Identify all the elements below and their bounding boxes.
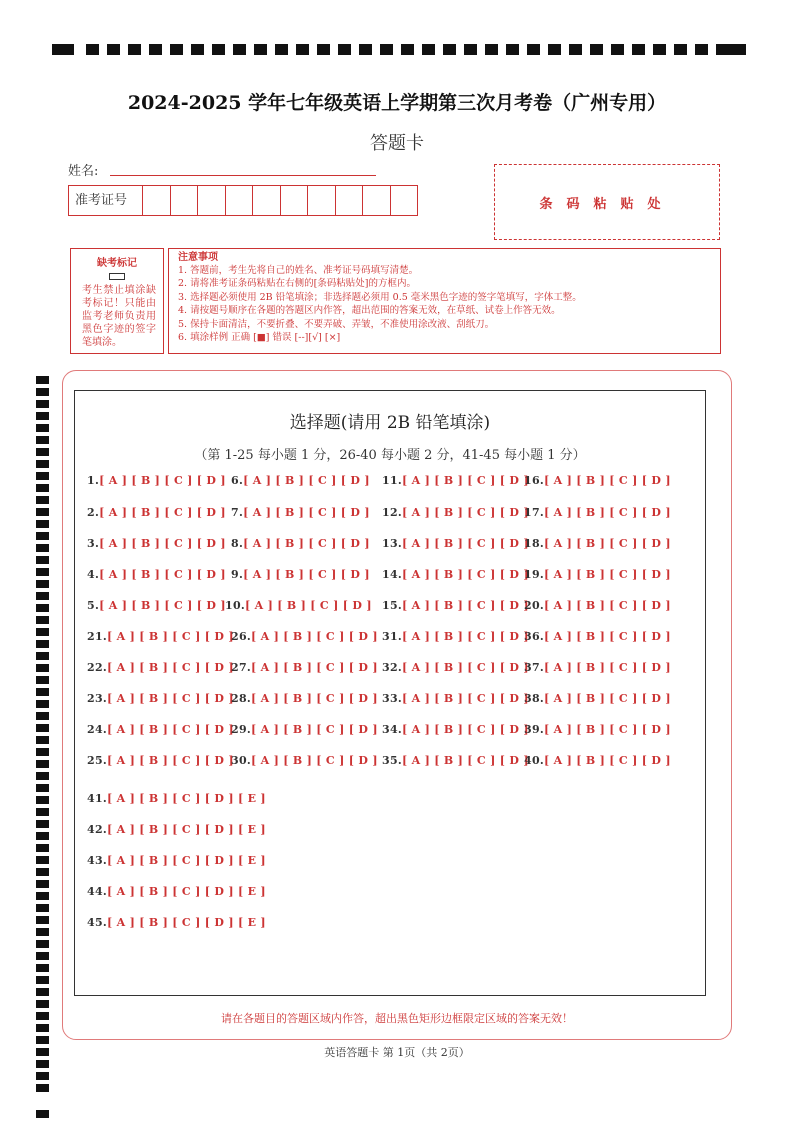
timing-mark bbox=[36, 1036, 49, 1044]
timing-mark bbox=[653, 44, 666, 55]
answer-options[interactable]: [ A ] [ B ] [ C ] [ D ] bbox=[99, 474, 226, 487]
answer-options[interactable]: [ A ] [ B ] [ C ] [ D ] bbox=[245, 599, 372, 612]
section-subtitle: （第 1-25 每小题 1 分，26-40 每小题 2 分，41-45 每小题 1 分） bbox=[194, 448, 586, 463]
timing-mark bbox=[170, 44, 183, 55]
answer-options[interactable]: [ A ] [ B ] [ C ] [ D ] [ E ] bbox=[107, 823, 266, 836]
question-number: 31. bbox=[382, 630, 403, 643]
ticket-number-grid bbox=[68, 185, 418, 216]
question-row[interactable] bbox=[382, 474, 529, 487]
answer-options[interactable]: [ A ] [ B ] [ C ] [ D ] bbox=[544, 568, 671, 581]
timing-mark bbox=[36, 1072, 49, 1080]
notice-item: 4. 请按题号顺序在各题的答题区内作答，超出范围的答案无效，在草纸、试卷上作答无效。 bbox=[178, 305, 561, 317]
timing-mark bbox=[36, 520, 49, 528]
answer-options[interactable]: [ A ] [ B ] [ C ] [ D ] bbox=[107, 661, 234, 674]
timing-mark bbox=[36, 940, 49, 948]
timing-mark bbox=[128, 44, 141, 55]
question-row[interactable] bbox=[87, 916, 266, 929]
answer-options[interactable]: [ A ] [ B ] [ C ] [ D ] bbox=[402, 754, 529, 767]
question-number: 15. bbox=[382, 599, 403, 612]
question-row[interactable] bbox=[382, 568, 529, 581]
question-row[interactable] bbox=[87, 630, 234, 643]
answer-options[interactable]: [ A ] [ B ] [ C ] [ D ] bbox=[402, 568, 529, 581]
name-field[interactable] bbox=[110, 175, 376, 176]
question-number: 13. bbox=[382, 537, 403, 550]
question-number: 30. bbox=[231, 754, 252, 767]
question-row[interactable] bbox=[231, 754, 378, 767]
section-title: 选择题(请用 2B 铅笔填涂) bbox=[289, 413, 491, 433]
notice-item: 3. 选择题必须使用 2B 铅笔填涂；非选择题必须用 0.5 毫米黑色字迹的签字笔填写，字体工整。 bbox=[178, 291, 582, 303]
question-number: 21. bbox=[87, 630, 108, 643]
timing-mark bbox=[86, 44, 99, 55]
answer-options[interactable]: [ A ] [ B ] [ C ] [ D ] bbox=[251, 630, 378, 643]
ticket-digit-cell[interactable] bbox=[281, 186, 309, 215]
question-number: 44. bbox=[87, 885, 108, 898]
notice-item: 2. 请将准考证条码粘贴在右侧的[条码粘贴处]的方框内。 bbox=[178, 278, 416, 290]
question-number: 11. bbox=[382, 474, 403, 487]
question-row[interactable] bbox=[87, 692, 234, 705]
timing-mark bbox=[36, 1012, 49, 1020]
timing-mark bbox=[36, 400, 49, 408]
timing-mark bbox=[422, 44, 435, 55]
question-number: 22. bbox=[87, 661, 108, 674]
question-number: 34. bbox=[382, 723, 403, 736]
timing-mark bbox=[36, 712, 49, 720]
timing-mark bbox=[527, 44, 540, 55]
question-number: 12. bbox=[382, 506, 403, 519]
question-row[interactable] bbox=[87, 568, 226, 581]
question-row[interactable] bbox=[231, 661, 378, 674]
timing-mark bbox=[36, 844, 49, 852]
timing-mark bbox=[36, 964, 49, 972]
question-row[interactable] bbox=[87, 474, 226, 487]
answer-options[interactable]: [ A ] [ B ] [ C ] [ D ] bbox=[243, 506, 370, 519]
notice-item: 6. 填涂样例 正确 [■] 错误 [--][√] [×] bbox=[178, 332, 341, 344]
question-row[interactable] bbox=[231, 723, 378, 736]
name-label: 姓名: bbox=[68, 164, 99, 179]
question-number: 9. bbox=[231, 568, 244, 581]
timing-mark bbox=[674, 44, 687, 55]
answer-options[interactable]: [ A ] [ B ] [ C ] [ D ] bbox=[402, 599, 529, 612]
timing-mark bbox=[36, 724, 49, 732]
question-number: 20. bbox=[524, 599, 545, 612]
timing-mark bbox=[36, 976, 49, 984]
timing-mark bbox=[36, 616, 49, 624]
question-row[interactable] bbox=[524, 692, 671, 705]
absent-mark-text: 考生禁止填涂缺考标记！只能由监考老师负责用黑色字迹的签字笔填涂。 bbox=[82, 285, 156, 348]
timing-mark bbox=[36, 808, 49, 816]
question-row[interactable] bbox=[382, 754, 529, 767]
answer-options[interactable]: [ A ] [ B ] [ C ] [ D ] bbox=[544, 723, 671, 736]
answer-options[interactable]: [ A ] [ B ] [ C ] [ D ] bbox=[544, 537, 671, 550]
timing-mark bbox=[36, 1110, 49, 1118]
page-number: 英语答题卡 第 1页（共 2页） bbox=[324, 1046, 470, 1059]
question-number: 8. bbox=[231, 537, 244, 550]
question-number: 37. bbox=[524, 661, 545, 674]
timing-mark bbox=[149, 44, 162, 55]
timing-mark bbox=[191, 44, 204, 55]
timing-mark bbox=[36, 556, 49, 564]
question-row[interactable] bbox=[524, 661, 671, 674]
timing-mark bbox=[36, 508, 49, 516]
question-row[interactable] bbox=[231, 692, 378, 705]
timing-mark bbox=[464, 44, 477, 55]
answer-options[interactable]: [ A ] [ B ] [ C ] [ D ] bbox=[99, 568, 226, 581]
question-number: 45. bbox=[87, 916, 108, 929]
timing-mark bbox=[36, 856, 49, 864]
answer-options[interactable]: [ A ] [ B ] [ C ] [ D ] bbox=[99, 599, 226, 612]
timing-mark bbox=[36, 760, 49, 768]
timing-mark bbox=[36, 916, 49, 924]
ticket-digit-cell[interactable] bbox=[171, 186, 199, 215]
notice-item: 5. 保持卡面清洁，不要折叠、不要弄破、弄皱，不准使用涂改液、刮纸刀。 bbox=[178, 318, 495, 330]
answer-options[interactable]: [ A ] [ B ] [ C ] [ D ] bbox=[544, 661, 671, 674]
timing-mark bbox=[36, 688, 49, 696]
question-row[interactable] bbox=[87, 723, 234, 736]
timing-mark bbox=[36, 988, 49, 996]
question-number: 27. bbox=[231, 661, 252, 674]
ticket-digit-cell[interactable] bbox=[198, 186, 226, 215]
timing-mark bbox=[36, 424, 49, 432]
timing-mark bbox=[36, 412, 49, 420]
question-number: 32. bbox=[382, 661, 403, 674]
answer-options[interactable]: [ A ] [ B ] [ C ] [ D ] bbox=[544, 692, 671, 705]
question-number: 24. bbox=[87, 723, 108, 736]
timing-mark bbox=[569, 44, 582, 55]
timing-mark bbox=[506, 44, 519, 55]
absent-mark-checkbox[interactable] bbox=[109, 273, 125, 280]
timing-mark bbox=[36, 496, 49, 504]
timing-mark bbox=[212, 44, 225, 55]
timing-mark bbox=[724, 44, 746, 55]
ticket-digit-cell[interactable] bbox=[143, 186, 171, 215]
timing-mark bbox=[36, 880, 49, 888]
answer-options[interactable]: [ A ] [ B ] [ C ] [ D ] bbox=[243, 474, 370, 487]
question-row[interactable] bbox=[231, 474, 370, 487]
timing-mark bbox=[36, 784, 49, 792]
question-row[interactable] bbox=[231, 568, 370, 581]
answer-options[interactable]: [ A ] [ B ] [ C ] [ D ] bbox=[107, 692, 234, 705]
question-row[interactable] bbox=[382, 630, 529, 643]
question-row[interactable] bbox=[87, 754, 234, 767]
question-row[interactable] bbox=[87, 854, 266, 867]
timing-mark bbox=[695, 44, 708, 55]
answer-options[interactable]: [ A ] [ B ] [ C ] [ D ] bbox=[402, 506, 529, 519]
answer-options[interactable]: [ A ] [ B ] [ C ] [ D ] bbox=[243, 568, 370, 581]
question-row[interactable] bbox=[87, 792, 266, 805]
notice-box bbox=[168, 248, 721, 354]
question-row[interactable] bbox=[87, 823, 266, 836]
question-row[interactable] bbox=[87, 506, 226, 519]
question-row[interactable] bbox=[524, 568, 671, 581]
answer-options[interactable]: [ A ] [ B ] [ C ] [ D ] bbox=[251, 692, 378, 705]
answer-options[interactable]: [ A ] [ B ] [ C ] [ D ] bbox=[544, 630, 671, 643]
question-number: 33. bbox=[382, 692, 403, 705]
timing-mark bbox=[36, 568, 49, 576]
question-row[interactable] bbox=[382, 537, 529, 550]
question-number: 17. bbox=[524, 506, 545, 519]
timing-mark bbox=[380, 44, 393, 55]
timing-mark bbox=[36, 892, 49, 900]
question-number: 26. bbox=[231, 630, 252, 643]
answer-options[interactable]: [ A ] [ B ] [ C ] [ D ] bbox=[402, 630, 529, 643]
question-row[interactable] bbox=[524, 754, 671, 767]
timing-mark bbox=[36, 1024, 49, 1032]
ticket-digit-cell[interactable] bbox=[253, 186, 281, 215]
boundary-warning: 请在各题目的答题区域内作答，超出黑色矩形边框限定区域的答案无效！ bbox=[221, 1012, 573, 1025]
timing-mark bbox=[36, 952, 49, 960]
ticket-digit-cell[interactable] bbox=[226, 186, 254, 215]
exam-title: 2024-2025 学年七年级英语上学期第三次月考卷（广州专用） bbox=[127, 92, 667, 114]
question-number: 29. bbox=[231, 723, 252, 736]
timing-mark bbox=[36, 832, 49, 840]
answer-options[interactable]: [ A ] [ B ] [ C ] [ D ] bbox=[402, 537, 529, 550]
timing-mark bbox=[36, 460, 49, 468]
answer-options[interactable]: [ A ] [ B ] [ C ] [ D ] bbox=[99, 537, 226, 550]
timing-mark bbox=[36, 700, 49, 708]
question-number: 7. bbox=[231, 506, 244, 519]
timing-mark bbox=[338, 44, 351, 55]
top-timing-marks bbox=[52, 44, 746, 56]
ticket-digit-cell[interactable] bbox=[308, 186, 336, 215]
question-number: 5. bbox=[87, 599, 100, 612]
answer-options[interactable]: [ A ] [ B ] [ C ] [ D ] bbox=[544, 754, 671, 767]
timing-mark bbox=[359, 44, 372, 55]
timing-mark bbox=[36, 436, 49, 444]
timing-mark bbox=[401, 44, 414, 55]
timing-mark bbox=[36, 472, 49, 480]
timing-mark bbox=[36, 532, 49, 540]
timing-mark bbox=[36, 664, 49, 672]
timing-mark bbox=[36, 388, 49, 396]
timing-mark bbox=[443, 44, 456, 55]
timing-mark bbox=[36, 868, 49, 876]
question-number: 19. bbox=[524, 568, 545, 581]
question-number: 38. bbox=[524, 692, 545, 705]
timing-mark bbox=[36, 676, 49, 684]
question-row[interactable] bbox=[231, 537, 370, 550]
timing-mark bbox=[233, 44, 246, 55]
timing-mark bbox=[254, 44, 267, 55]
answer-options[interactable]: [ A ] [ B ] [ C ] [ D ] bbox=[544, 599, 671, 612]
question-number: 18. bbox=[524, 537, 545, 550]
answer-options[interactable]: [ A ] [ B ] [ C ] [ D ] [ E ] bbox=[107, 885, 266, 898]
timing-mark bbox=[548, 44, 561, 55]
timing-mark bbox=[36, 544, 49, 552]
answer-options[interactable]: [ A ] [ B ] [ C ] [ D ] bbox=[107, 630, 234, 643]
timing-mark bbox=[632, 44, 645, 55]
timing-mark bbox=[36, 640, 49, 648]
timing-mark bbox=[36, 376, 49, 384]
question-number: 25. bbox=[87, 754, 108, 767]
answer-options[interactable]: [ A ] [ B ] [ C ] [ D ] bbox=[402, 661, 529, 674]
question-row[interactable] bbox=[231, 630, 378, 643]
question-number: 3. bbox=[87, 537, 100, 550]
question-number: 10. bbox=[225, 599, 246, 612]
question-number: 6. bbox=[231, 474, 244, 487]
ticket-digit-cell[interactable] bbox=[391, 186, 418, 215]
ticket-number-label: 准考证号 bbox=[69, 186, 143, 215]
question-row[interactable] bbox=[524, 599, 671, 612]
answer-options[interactable]: [ A ] [ B ] [ C ] [ D ] bbox=[107, 754, 234, 767]
question-row[interactable] bbox=[87, 885, 266, 898]
timing-mark bbox=[36, 748, 49, 756]
timing-mark bbox=[296, 44, 309, 55]
timing-mark bbox=[36, 484, 49, 492]
ticket-digit-cell[interactable] bbox=[336, 186, 364, 215]
question-row[interactable] bbox=[524, 537, 671, 550]
timing-mark bbox=[36, 580, 49, 588]
question-row[interactable] bbox=[382, 692, 529, 705]
question-number: 28. bbox=[231, 692, 252, 705]
answer-options[interactable]: [ A ] [ B ] [ C ] [ D ] [ E ] bbox=[107, 792, 266, 805]
question-number: 14. bbox=[382, 568, 403, 581]
answer-options[interactable]: [ A ] [ B ] [ C ] [ D ] bbox=[99, 506, 226, 519]
timing-mark bbox=[36, 448, 49, 456]
question-row[interactable] bbox=[87, 599, 226, 612]
question-number: 39. bbox=[524, 723, 545, 736]
answer-options[interactable]: [ A ] [ B ] [ C ] [ D ] bbox=[251, 723, 378, 736]
absent-mark-box bbox=[70, 248, 164, 354]
question-row[interactable] bbox=[524, 630, 671, 643]
answer-options[interactable]: [ A ] [ B ] [ C ] [ D ] bbox=[402, 474, 529, 487]
question-row[interactable] bbox=[382, 506, 529, 519]
answer-options[interactable]: [ A ] [ B ] [ C ] [ D ] bbox=[544, 506, 671, 519]
timing-mark bbox=[36, 1060, 49, 1068]
timing-mark bbox=[36, 928, 49, 936]
answer-options[interactable]: [ A ] [ B ] [ C ] [ D ] bbox=[107, 723, 234, 736]
answer-sheet-title: 答题卡 bbox=[370, 133, 424, 154]
question-row[interactable] bbox=[524, 506, 671, 519]
timing-mark bbox=[36, 820, 49, 828]
answer-options[interactable]: [ A ] [ B ] [ C ] [ D ] [ E ] bbox=[107, 854, 266, 867]
timing-mark bbox=[36, 736, 49, 744]
notice-title: 注意事项 bbox=[178, 252, 218, 263]
timing-mark bbox=[36, 772, 49, 780]
answer-options[interactable]: [ A ] [ B ] [ C ] [ D ] bbox=[251, 661, 378, 674]
timing-mark bbox=[107, 44, 120, 55]
question-row[interactable] bbox=[87, 537, 226, 550]
notice-item: 1. 答题前，考生先将自己的姓名、准考证号码填写清楚。 bbox=[178, 265, 419, 276]
question-number: 1. bbox=[87, 474, 100, 487]
barcode-area bbox=[494, 164, 720, 240]
question-row[interactable] bbox=[382, 723, 529, 736]
question-row[interactable] bbox=[225, 599, 372, 612]
timing-mark bbox=[36, 796, 49, 804]
answer-options[interactable]: [ A ] [ B ] [ C ] [ D ] bbox=[243, 537, 370, 550]
question-row[interactable] bbox=[524, 723, 671, 736]
answer-options[interactable]: [ A ] [ B ] [ C ] [ D ] bbox=[251, 754, 378, 767]
barcode-label: 条码粘贴处 bbox=[539, 196, 675, 212]
question-number: 43. bbox=[87, 854, 108, 867]
ticket-digit-cell[interactable] bbox=[363, 186, 391, 215]
left-timing-marks bbox=[36, 376, 50, 1118]
timing-mark bbox=[36, 1084, 49, 1092]
absent-mark-title: 缺考标记 bbox=[97, 258, 137, 269]
question-row[interactable] bbox=[382, 599, 529, 612]
question-row[interactable] bbox=[382, 661, 529, 674]
question-number: 40. bbox=[524, 754, 545, 767]
question-number: 23. bbox=[87, 692, 108, 705]
timing-mark bbox=[611, 44, 624, 55]
answer-options[interactable]: [ A ] [ B ] [ C ] [ D ] bbox=[544, 474, 671, 487]
question-number: 41. bbox=[87, 792, 108, 805]
question-number: 42. bbox=[87, 823, 108, 836]
timing-mark bbox=[36, 592, 49, 600]
question-number: 35. bbox=[382, 754, 403, 767]
timing-mark bbox=[485, 44, 498, 55]
timing-mark bbox=[36, 1000, 49, 1008]
question-number: 4. bbox=[87, 568, 100, 581]
timing-mark bbox=[590, 44, 603, 55]
timing-mark bbox=[275, 44, 288, 55]
timing-mark bbox=[36, 652, 49, 660]
timing-mark bbox=[36, 604, 49, 612]
question-row[interactable] bbox=[87, 661, 234, 674]
timing-mark bbox=[36, 628, 49, 636]
answer-options[interactable]: [ A ] [ B ] [ C ] [ D ] [ E ] bbox=[107, 916, 266, 929]
answer-options[interactable]: [ A ] [ B ] [ C ] [ D ] bbox=[402, 692, 529, 705]
question-number: 2. bbox=[87, 506, 100, 519]
timing-mark bbox=[317, 44, 330, 55]
timing-mark bbox=[52, 44, 74, 55]
timing-mark bbox=[36, 904, 49, 912]
answer-options[interactable]: [ A ] [ B ] [ C ] [ D ] bbox=[402, 723, 529, 736]
question-row[interactable] bbox=[524, 474, 671, 487]
question-row[interactable] bbox=[231, 506, 370, 519]
question-number: 16. bbox=[524, 474, 545, 487]
question-number: 36. bbox=[524, 630, 545, 643]
